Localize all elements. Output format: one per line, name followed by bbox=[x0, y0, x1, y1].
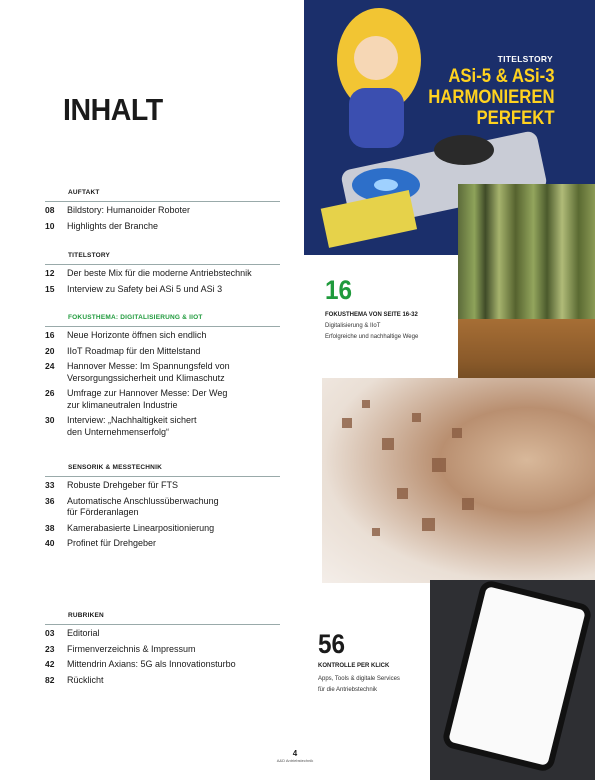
toc-page-number: 08 bbox=[45, 205, 55, 215]
toc-page-number: 36 bbox=[45, 495, 55, 506]
toc-page-number: 30 bbox=[45, 415, 55, 426]
toc-entry-title: Neue Horizonte öffnen sich endlich bbox=[67, 330, 207, 340]
toc-page-number: 23 bbox=[45, 643, 55, 654]
toc-page-number: 26 bbox=[45, 388, 55, 399]
cover-headline-line: ASi-5 & ASi-3 bbox=[448, 66, 555, 87]
toc-entry-title: Interview zu Safety bei ASi 5 und ASi 3 bbox=[67, 283, 223, 294]
toc-entry-title: Editorial bbox=[67, 628, 100, 638]
toc-entry-title: Interview: „Nachhaltigkeit sichert bbox=[67, 415, 197, 426]
toc-entry-title: Mittendrin Axians: 5G als Innovationsturbo bbox=[67, 659, 236, 670]
page-title: INHALT bbox=[63, 92, 163, 127]
pixel-face-image bbox=[322, 378, 595, 583]
toc-entry-title: Robuste Drehgeber für FTS bbox=[67, 480, 179, 490]
toc-page-number: 33 bbox=[45, 480, 55, 490]
feature-subtitle: Apps, Tools & digitale Services bbox=[318, 676, 400, 682]
toc-page-number: 42 bbox=[45, 659, 55, 670]
page-number: 4 bbox=[292, 749, 298, 758]
section-heading: SENSORIK & MESSTECHNIK bbox=[68, 464, 162, 471]
toc-entry-title-continued: Versorgungssicherheit und Klimaschutz bbox=[67, 372, 225, 383]
feature-page-number: 56 bbox=[318, 629, 346, 659]
section-divider bbox=[45, 264, 280, 265]
toc-page-number: 82 bbox=[45, 674, 55, 685]
phone-screen bbox=[441, 580, 593, 773]
cover-kicker: TITELSTORY bbox=[497, 54, 553, 64]
toc-page-number: 10 bbox=[45, 220, 55, 231]
toc-page-number: 15 bbox=[45, 283, 55, 294]
section-heading: FOKUSTHEMA: DIGITALISIERUNG & IIOT bbox=[68, 314, 203, 321]
section-heading: RUBRIKEN bbox=[68, 612, 104, 619]
feature-subtitle: für die Antriebstechnik bbox=[318, 687, 378, 693]
section-divider bbox=[45, 476, 280, 477]
toc-entry-title-continued: den Unternehmenserfolg“ bbox=[67, 426, 170, 437]
section-heading: TITELSTORY bbox=[68, 252, 111, 259]
section-divider bbox=[45, 201, 280, 202]
toc-entry-title: Highlights der Branche bbox=[67, 220, 159, 231]
toc-page-number: 16 bbox=[45, 330, 55, 340]
toc-entry-title: IIoT Roadmap für den Mittelstand bbox=[67, 345, 201, 356]
cover-headline-line: HARMONIEREN bbox=[428, 87, 555, 108]
section-heading: AUFTAKT bbox=[68, 189, 100, 196]
toc-entry-title: Rücklicht bbox=[67, 674, 104, 685]
section-divider bbox=[45, 624, 280, 625]
toc-page-number: 24 bbox=[45, 361, 55, 372]
cover-headline bbox=[429, 66, 555, 129]
toc-entry-title: Automatische Anschlussüberwachung bbox=[67, 495, 219, 506]
toc-entry-title: Umfrage zur Hannover Messe: Der Weg bbox=[67, 388, 228, 399]
feature-page-number: 16 bbox=[325, 275, 353, 305]
toc-entry-title: Kamerabasierte Linearpositionierung bbox=[67, 522, 215, 533]
toc-entry-title: Profinet für Drehgeber bbox=[67, 538, 157, 549]
feature-subtitle: Erfolgreiche und nachhaltige Wege bbox=[325, 334, 419, 340]
feature-subtitle: Digitalisierung & IIoT bbox=[325, 323, 381, 329]
toc-entry-title-continued: zur klimaneutralen Industrie bbox=[67, 399, 178, 410]
toc-entry-title: Der beste Mix für die moderne Antriebstechnik bbox=[67, 268, 252, 278]
toc-page-number: 20 bbox=[45, 345, 55, 356]
toc-page-number: 38 bbox=[45, 522, 55, 533]
feature-heading: FOKUSTHEMA VON SEITE 16-32 bbox=[325, 312, 418, 318]
section-divider bbox=[45, 326, 280, 327]
toc-page-number: 03 bbox=[45, 628, 55, 638]
bamboo-forest-image bbox=[458, 184, 595, 389]
toc-entry-title: Firmenverzeichnis & Impressum bbox=[67, 643, 196, 654]
toc-entry-title-continued: für Förderanlagen bbox=[67, 507, 139, 518]
toc-entry-title: Hannover Messe: Im Spannungsfeld von bbox=[67, 361, 230, 372]
feature-heading: KONTROLLE PER KLICK bbox=[318, 663, 390, 669]
magazine-name: A&D Antriebstechnik bbox=[276, 758, 314, 763]
smartphone-image bbox=[430, 580, 595, 780]
cover-headline-line: PERFEKT bbox=[476, 108, 555, 129]
toc-entry-title: Bildstory: Humanoider Roboter bbox=[67, 205, 191, 215]
toc-page-number: 40 bbox=[45, 538, 55, 549]
toc-page-number: 12 bbox=[45, 268, 55, 278]
pixel-cubes bbox=[322, 378, 595, 583]
